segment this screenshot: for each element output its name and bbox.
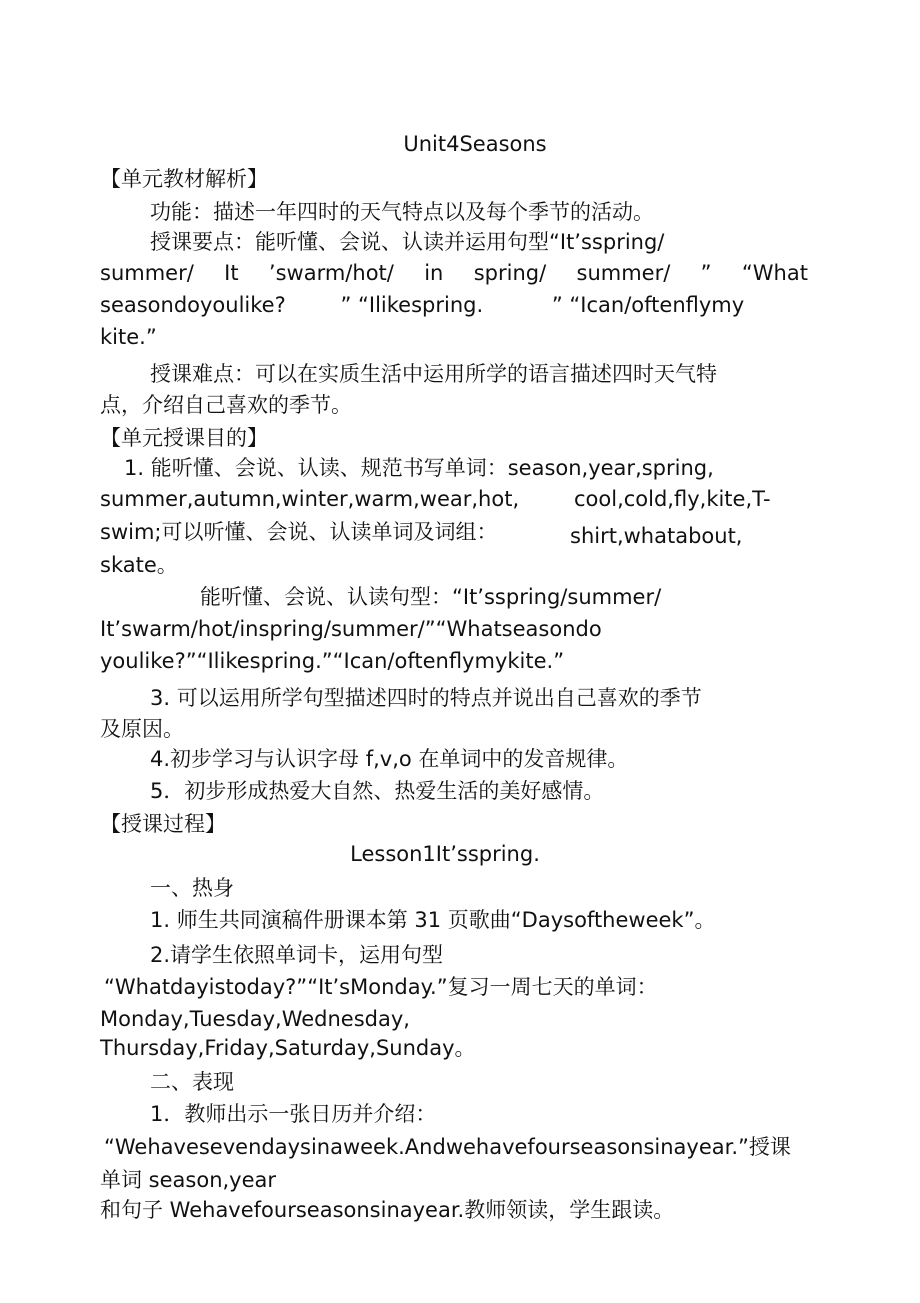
present-heading: 二、表现 [150, 1070, 234, 1094]
keypoints-line-1: 授课要点：能听懂、会说、认读并运用句型“It’sspring/ [150, 230, 665, 254]
goal-2-line-1: 能听懂、会说、认读句型：“It’sspring/summer/ [200, 585, 662, 609]
keypoints-word: “What [741, 261, 808, 285]
section-heading-goals: 【单元授课目的】 [100, 426, 268, 450]
goal-2-line-3: youlike?”“Ilikespring.”“Ican/oftenflymykite.” [100, 649, 565, 673]
goal-1-line-2-right: cool,cold,fly,kite,T- [574, 487, 771, 511]
keypoints-line-2 [100, 259, 808, 287]
warmup-step-2-line-3: Monday,Tuesday,Wednesday, [100, 1007, 410, 1031]
goal-5-line: 5．初步形成热爱大自然、热爱生活的美好感情。 [150, 779, 605, 803]
page-title: Unit4Seasons [403, 132, 547, 156]
keypoints-word: summer/ [576, 261, 671, 285]
keypoints-word: “Ican/oftenflymy [569, 293, 745, 317]
goal-1-line-3-left: swim;可以听懂、会说、认读单词及词组： [100, 520, 498, 544]
goal-1-line-1: 1. 能听懂、会说、认读、规范书写单词：season,year,spring, [124, 456, 714, 480]
present-step-1-line-2: “Wehavesevendaysinaweek.Andwehavefourseasonsinayear.”授课 [104, 1135, 791, 1159]
goal-3-line-2: 及原因。 [100, 717, 184, 741]
warmup-step-2-line-2: “Whatdayistoday?”“It’sMonday.”复习一周七天的单词： [104, 975, 658, 999]
keypoints-word: ” [700, 261, 712, 285]
keypoints-word: seasondoyoulike? [100, 293, 286, 317]
warmup-heading: 一、热身 [150, 876, 234, 900]
warmup-step-2-line-4: Thursday,Friday,Saturday,Sunday。 [100, 1036, 476, 1060]
lesson-title: Lesson1It’sspring. [350, 842, 540, 866]
keypoints-word: “Ilikespring. [358, 293, 484, 317]
keypoints-word: spring/ [473, 261, 547, 285]
keypoints-line-3 [100, 291, 744, 319]
goal-1-line-2-left: summer,autumn,winter,warm,wear,hot, [100, 487, 520, 511]
keypoints-word: It [224, 261, 239, 285]
difficulty-line-1: 授课难点：可以在实质生活中运用所学的语言描述四时天气特 [150, 362, 717, 386]
keypoints-word: ” [551, 293, 563, 317]
section-heading-process: 【授课过程】 [100, 812, 226, 836]
keypoints-line-4: kite.” [100, 325, 157, 349]
function-line: 功能：描述一年四时的天气特点以及每个季节的活动。 [150, 200, 654, 224]
goal-2-line-2: It’swarm/hot/inspring/summer/”“Whatseasondo [100, 617, 602, 641]
present-step-1-line-4: 和句子 Wehavefourseasonsinayear.教师领读，学生跟读。 [100, 1198, 675, 1222]
difficulty-line-2: 点，介绍自己喜欢的季节。 [100, 393, 352, 417]
goal-3-line-1: 3. 可以运用所学句型描述四时的特点并说出自己喜欢的季节 [150, 686, 702, 710]
goal-4-line: 4.初步学习与认识字母 f,v,o 在单词中的发音规律。 [150, 747, 629, 771]
present-step-1-line-1: 1．教师出示一张日历并介绍： [150, 1102, 437, 1126]
warmup-step-1: 1. 师生共同演稿件册课本第 31 页歌曲“Daysoftheweek”。 [150, 908, 716, 932]
keypoints-word: summer/ [100, 261, 194, 285]
keypoints-word: ’swarm/hot/ [268, 261, 394, 285]
keypoints-word: in [424, 261, 444, 285]
warmup-step-2-line-1: 2.请学生依照单词卡，运用句型 [150, 943, 444, 967]
present-step-1-line-3: 单词 season,year [100, 1168, 277, 1192]
goal-1-line-4: skate。 [100, 553, 178, 577]
keypoints-word: ” [340, 293, 352, 317]
section-heading-analysis: 【单元教材解析】 [100, 167, 268, 191]
goal-1-line-3-right: shirt,whatabout, [570, 524, 743, 548]
